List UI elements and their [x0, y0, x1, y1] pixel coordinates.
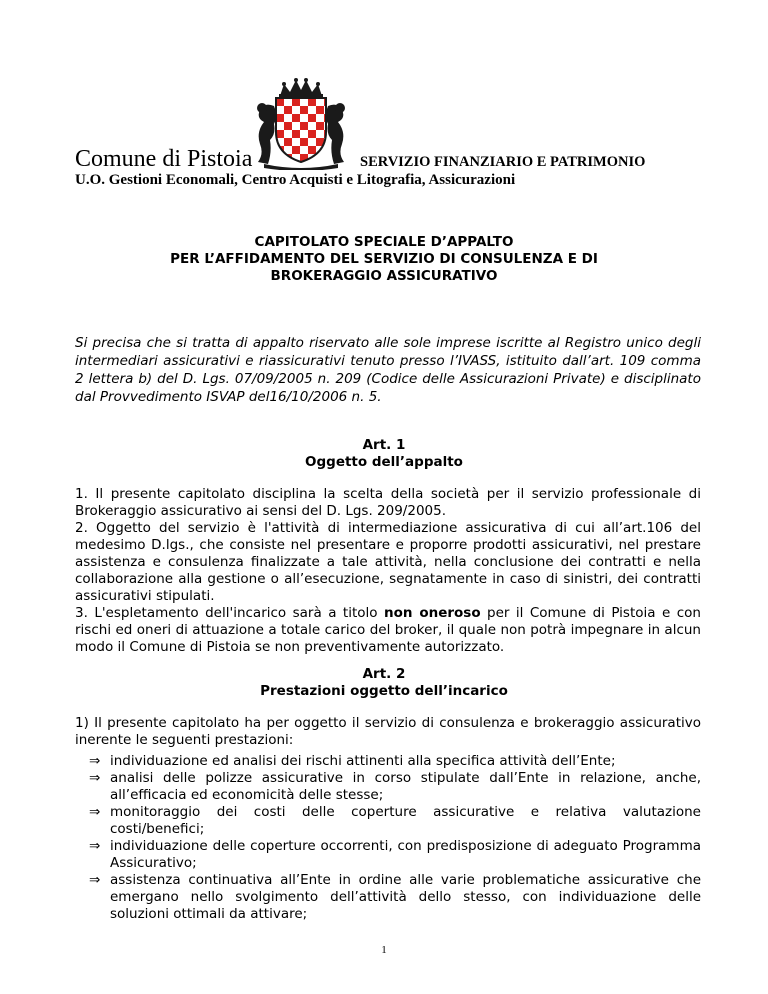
- department-name: SERVIZIO FINANZIARIO E PATRIMONIO: [360, 154, 646, 170]
- list-item-text: analisi delle polizze assicurative in corso stipulate dall’Ente in relazione, anche, all’efficacia ed economicità delle stesse;: [110, 770, 701, 803]
- paragraph: 1. Il presente capitolato disciplina la scelta della società per il servizio professionale di Brokeraggio assicurativo ai sensi del D. Lgs. 209/2005.: [75, 486, 701, 519]
- title-line: PER L’AFFIDAMENTO DEL SERVIZIO DI CONSULENZA E DI: [170, 251, 598, 267]
- pistoia-coat-of-arms-icon: [246, 76, 356, 170]
- list-item: [89, 872, 701, 923]
- emphasis-text: non oneroso: [383, 605, 481, 621]
- list-item-text: monitoraggio dei costi delle coperture assicurative e relativa valutazione costi/benefici;: [110, 804, 701, 837]
- right-arrow-icon: ⇒: [89, 804, 101, 820]
- page-number: 1: [381, 944, 387, 956]
- municipality-name: Comune di Pistoia: [75, 146, 253, 172]
- intro-note: Si precisa che si tratta di appalto riservato alle sole imprese iscritte al Registro unico degli intermediari assicurativi e riassicurativi tenuto presso l’IVASS, istituito dall’art. 109 comma 2 lettera b) del D. Lgs. 07/09/2005 n. 209 (Codice delle Assicurazioni Private) e disciplinato dal Provvedimento ISVAP del16/10/2006 n. 5.: [75, 335, 701, 405]
- title-line: BROKERAGGIO ASSICURATIVO: [270, 268, 498, 284]
- document-title: [75, 234, 693, 285]
- article-title: Prestazioni oggetto dell’incarico: [260, 683, 508, 699]
- article-1-heading: [75, 437, 693, 471]
- paragraph: [75, 605, 701, 656]
- article-2-intro: 1) Il presente capitolato ha per oggetto il servizio di consulenza e brokeraggio assicurativo inerente le seguenti prestazioni:: [75, 715, 701, 748]
- right-arrow-icon: ⇒: [89, 753, 101, 769]
- list-item-text: assistenza continuativa all’Ente in ordine alle varie problematiche assicurative che emergano nello svolgimento dell’attività dello stesso, con individuazione delle soluzioni ottimali da attivare;: [110, 872, 701, 922]
- paragraph: 2. Oggetto del servizio è l'attività di intermediazione assicurativa di cui all’art.106 del medesimo D.lgs., che consiste nel presentare e proporre prodotti assicurativi, nel prestare assistenza e consulenza finalizzate a tale attività, nella conclusione dei contratti e nella collaborazione alla gestione o all’esecuzione, segnatamente in caso di sinistri, dei contratti assicurativi stipulati.: [75, 520, 701, 604]
- list-item-text: individuazione delle coperture occorrenti, con predisposizione di adeguato Programma Assicurativo;: [110, 838, 701, 871]
- office-unit-name: U.O. Gestioni Economali, Centro Acquisti e Litografia, Assicurazioni: [75, 172, 516, 188]
- article-number: Art. 2: [362, 666, 406, 682]
- article-2-heading: [75, 666, 693, 700]
- right-arrow-icon: ⇒: [89, 770, 101, 786]
- list-item: [89, 753, 701, 770]
- services-list: [89, 753, 701, 923]
- paragraph-text: per il Comune di Pistoia e con rischi ed oneri di attuazione a totale carico del broker, il quale non potrà impegnare in alcun modo il Comune di Pistoia se non preventivamente autorizzato.: [75, 605, 701, 655]
- list-item: [89, 770, 701, 804]
- right-arrow-icon: ⇒: [89, 872, 101, 888]
- list-item: [89, 804, 701, 838]
- list-item: [89, 838, 701, 872]
- article-number: Art. 1: [362, 437, 406, 453]
- title-line: CAPITOLATO SPECIALE D’APPALTO: [254, 234, 514, 250]
- article-title: Oggetto dell’appalto: [305, 454, 463, 470]
- article-1-body: [75, 486, 701, 656]
- paragraph-text: 3. L'espletamento dell'incarico sarà a titolo: [75, 605, 384, 621]
- right-arrow-icon: ⇒: [89, 838, 101, 854]
- list-item-text: individuazione ed analisi dei rischi attinenti alla specifica attività dell’Ente;: [110, 753, 616, 769]
